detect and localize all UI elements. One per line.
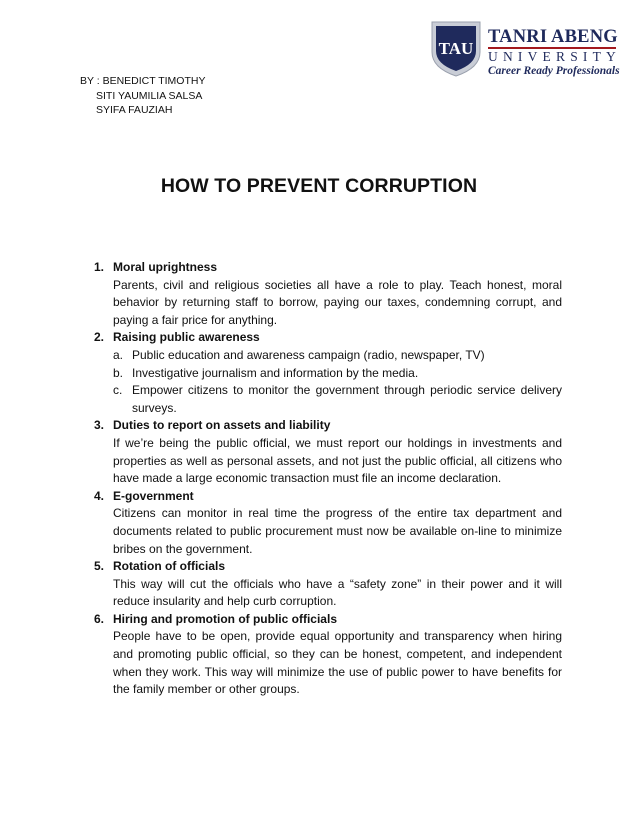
item-number: 1. xyxy=(94,260,105,274)
sub-item-letter: a. xyxy=(113,347,124,362)
sub-item-letter: c. xyxy=(113,383,123,398)
item-text: If we’re being the public official, we must report our holdings in investments and properties as well as personal assets, and not just the public official, all citizens who have made a large economic transaction must file an income declaration. xyxy=(113,435,562,486)
item-heading: Rotation of officials xyxy=(113,559,225,574)
list-item xyxy=(94,558,562,611)
item-heading: Moral uprightness xyxy=(113,260,218,274)
sub-item-text: Investigative journalism and information by the media. xyxy=(132,365,419,380)
item-number: 6. xyxy=(94,611,105,626)
list-item xyxy=(94,488,562,558)
author-list xyxy=(80,74,205,118)
item-text: This way will cut the officials who have a “safety zone” in their power and it will reduce insularity and help curb corruption. xyxy=(113,576,562,609)
item-text: Citizens can monitor in real time the progress of the entire tax department and documents related to public procurement must now be available on-line to minimize bribes on the government. xyxy=(113,506,562,556)
item-heading: E-government xyxy=(113,488,194,503)
logo-name: TANRI ABENG xyxy=(488,27,618,47)
author-line: SITI YAUMILIA SALSA xyxy=(96,89,203,102)
item-text: Parents, civil and religious societies all have a role to play. Teach honest, moral behavior by returning staff to borrow, paying our taxes, condemning corrupt, and paying a fair price for anything. xyxy=(113,277,562,327)
logo-tagline: Career Ready Professionals xyxy=(488,65,620,77)
list-item xyxy=(94,611,562,699)
sub-list-item xyxy=(113,347,562,365)
item-heading: Hiring and promotion of public officials xyxy=(113,611,337,626)
item-number: 5. xyxy=(94,559,105,574)
item-heading: Raising public awareness xyxy=(113,330,260,345)
item-number: 2. xyxy=(94,330,105,345)
sub-item-letter: b. xyxy=(113,365,124,380)
sub-list-item xyxy=(113,382,562,417)
item-number: 3. xyxy=(94,418,105,433)
university-logo xyxy=(428,18,621,78)
sub-item-text: Public education and awareness campaign (radio, newspaper, TV) xyxy=(132,347,485,362)
list-item xyxy=(94,329,562,417)
item-heading: Duties to report on assets and liability xyxy=(113,418,331,433)
list-item xyxy=(94,259,562,329)
page-title: HOW TO PREVENT CORRUPTION xyxy=(160,175,478,197)
sub-list-item xyxy=(113,365,562,383)
list-item xyxy=(94,417,562,487)
prevention-list xyxy=(94,259,562,699)
shield-emblem-icon xyxy=(428,18,484,78)
author-line: BY : BENEDICT TIMOTHY xyxy=(80,75,206,87)
sub-item-text: Empower citizens to monitor the government through periodic service delivery surveys. xyxy=(132,383,562,415)
emblem-text: TAU xyxy=(438,39,474,58)
item-text: People have to be open, provide equal opportunity and transparency when hiring and promoting public official, so they can be honest, competent, and independent when they work. This way will minimize the use of public power to have benefits for the family member or other groups. xyxy=(113,629,562,697)
author-line: SYIFA FAUZIAH xyxy=(96,104,173,116)
item-number: 4. xyxy=(94,488,105,503)
logo-university: UNIVERSITY xyxy=(488,49,621,64)
